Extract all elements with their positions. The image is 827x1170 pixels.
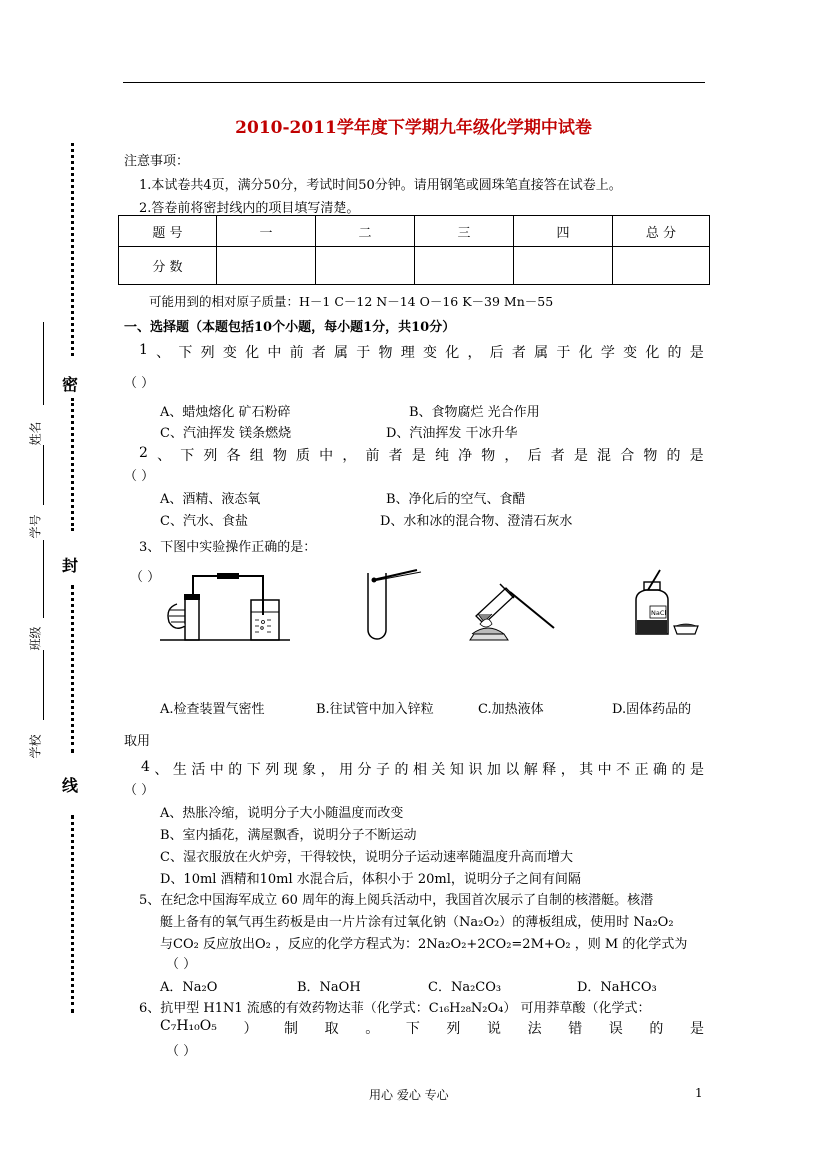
footer-motto: 用心 爱心 专心 (369, 1088, 449, 1102)
score-row-label: 分 数 (119, 247, 217, 285)
q1-option-c[interactable]: C、汽油挥发 镁条燃烧 (160, 426, 292, 441)
score-header-cell: 题 号 (119, 216, 217, 247)
score-input-cell[interactable] (514, 247, 613, 285)
q3-option-b[interactable]: B.往试管中加入锌粒 (316, 702, 434, 717)
q3-option-c[interactable]: C.加热液体 (478, 702, 544, 717)
figure-c-heating-liquid (466, 578, 561, 646)
q6-stem-line-1: 6、抗甲型 H1N1 流感的有效药物达菲（化学式：C₁₆H₂₈N₂O₄） 可用莽草酸（化学式： (139, 1001, 651, 1016)
score-header-cell: 二 (316, 216, 415, 247)
section-1-heading: 一、选择题（本题包括10个小题，每小题1分，共10分） (124, 320, 456, 335)
fill-line-school (43, 650, 44, 720)
score-header-cell: 四 (514, 216, 613, 247)
q1-option-d[interactable]: D、汽油挥发 干冰升华 (386, 426, 518, 441)
label-school: 学校 (28, 734, 43, 759)
q2-stem: 2 、 下 列 各 组 物 质 中 ， 前 者 是 纯 净 物 ， 后 者 是 混 合 物 的 是 (139, 445, 704, 464)
top-rule (123, 82, 705, 83)
q2-option-b[interactable]: B、净化后的空气、食醋 (386, 492, 526, 507)
q3-option-d[interactable]: D.固体药品的 (612, 702, 692, 717)
exam-title: 2010-2011学年度下学期九年级化学期中试卷 (235, 118, 592, 138)
seal-dotted-line (71, 815, 74, 1013)
label-name: 姓名 (28, 421, 43, 446)
q5-answer-paren[interactable]: （ ） (166, 957, 197, 972)
notes-item-1: 1.本试卷共4页，满分50分，考试时间50分钟。请用钢笔或圆珠笔直接答在试卷上。 (139, 178, 622, 193)
figure-d-solid-reagent (630, 568, 702, 640)
q5-option-d[interactable]: D．NaHCO₃ (577, 980, 657, 995)
figure-b-adding-zinc (365, 568, 425, 643)
seal-dotted-line (71, 585, 74, 753)
q3-answer-paren[interactable]: （ ） (130, 570, 161, 585)
q5-option-b[interactable]: B．NaOH (297, 980, 361, 995)
q1-stem: 1 、 下 列 变 化 中 前 者 属 于 物 理 变 化 ， 后 者 属 于 化 学 变 化 的 是 (139, 342, 704, 361)
score-header-cell: 总 分 (613, 216, 710, 247)
notes-item-2: 2.答卷前将密封线内的项目填写清楚。 (139, 201, 360, 216)
q3-option-d-continued: 取用 (124, 734, 151, 749)
fill-line-name (43, 322, 44, 405)
seal-char-feng: 封 (62, 556, 79, 575)
page-number: 1 (695, 1086, 703, 1100)
fill-line-id (43, 445, 44, 505)
q4-option-b[interactable]: B、室内插花，满屋飘香，说明分子不断运动 (160, 828, 417, 843)
q1-answer-paren[interactable]: （ ） (124, 376, 155, 391)
q2-answer-paren[interactable]: （ ） (124, 469, 155, 484)
atomic-masses: 可能用到的相对原子质量：H－1 C－12 N－14 O－16 K－39 Mn－55 (149, 294, 554, 309)
q5-stem-line-3: 与CO₂ 反应放出O₂ ，反应的化学方程式为：2Na₂O₂+2CO₂=2M+O₂ ，则 M 的化学式为 (160, 937, 688, 952)
q6-stem-line-2: C₇H₁₀O₅ ） 制 取 。 下 列 说 法 错 误 的 是 (160, 1018, 704, 1037)
q6-answer-paren[interactable]: （ ） (166, 1044, 197, 1059)
score-input-cell[interactable] (415, 247, 514, 285)
score-header-cell: 一 (217, 216, 316, 247)
q4-option-d[interactable]: D、10ml 酒精和10ml 水混合后，体积小于 20ml，说明分子之间有间隔 (160, 872, 581, 887)
seal-dotted-line (71, 398, 74, 531)
seal-char-xian: 线 (62, 776, 79, 795)
q3-option-a[interactable]: A.检查装置气密性 (160, 702, 265, 717)
q2-option-c[interactable]: C、汽水、食盐 (160, 514, 248, 529)
score-input-cell[interactable] (217, 247, 316, 285)
nacl-label: NaCl (651, 609, 667, 617)
q4-stem: 4 、 生 活 中 的 下 列 现 象 ， 用 分 子 的 相 关 知 识 加 以 解 释 ， 其 中 不 正 确 的 是 (141, 759, 704, 778)
q2-option-d[interactable]: D、水和冰的混合物、澄清石灰水 (380, 514, 573, 529)
q1-option-b[interactable]: B、食物腐烂 光合作用 (409, 405, 540, 420)
seal-dotted-line (71, 143, 74, 356)
label-class: 班级 (28, 626, 43, 651)
q5-option-c[interactable]: C．Na₂CO₃ (428, 980, 502, 995)
q4-option-a[interactable]: A、热胀冷缩，说明分子大小随温度而改变 (160, 806, 404, 821)
q5-stem-line-1: 5、在纪念中国海军成立 60 周年的海上阅兵活动中，我国首次展示了自制的核潜艇。核潜 (139, 893, 654, 908)
q3-stem: 3、下图中实验操作正确的是： (139, 540, 317, 555)
seal-char-mi: 密 (62, 375, 79, 394)
q5-stem-line-2: 艇上备有的氧气再生药板是由一片片涂有过氧化钠（Na₂O₂）的薄板组成，使用时 Na₂O₂ (160, 915, 674, 930)
notes-heading: 注意事项： (124, 154, 190, 169)
q4-option-c[interactable]: C、湿衣服放在火炉旁，干得较快，说明分子运动速率随温度升高而增大 (160, 850, 573, 865)
score-header-cell: 三 (415, 216, 514, 247)
score-input-cell[interactable] (316, 247, 415, 285)
q4-answer-paren[interactable]: （ ） (124, 783, 155, 798)
q1-option-a[interactable]: A、蜡烛熔化 矿石粉碎 (160, 405, 291, 420)
score-table (118, 215, 710, 285)
q2-option-a[interactable]: A、酒精、液态氧 (160, 492, 261, 507)
fill-line-class (43, 540, 44, 618)
label-student-id: 学号 (28, 514, 43, 539)
figure-a-airtightness-check (155, 570, 295, 645)
score-input-cell[interactable] (613, 247, 710, 285)
q5-option-a[interactable]: A．Na₂O (160, 980, 218, 995)
